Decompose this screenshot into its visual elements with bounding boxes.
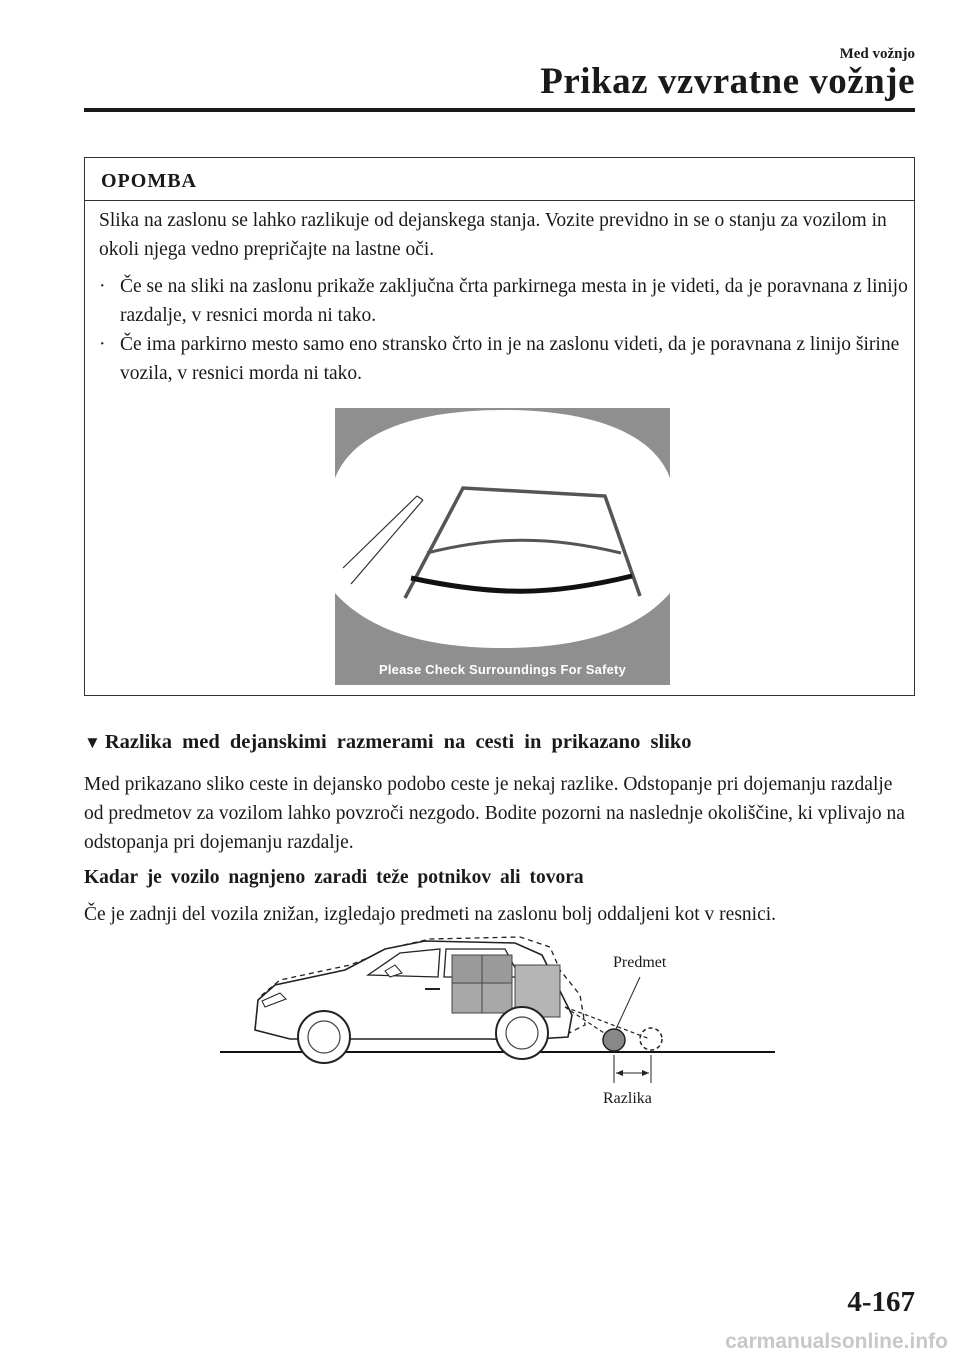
front-wheel-rim bbox=[308, 1021, 340, 1053]
note-text: Slika na zaslonu se lahko razlikuje od dejanskega stanja. Vozite previdno in se o stanju za vozilom in okoli njega vedno prepričajte na lastne oči. bbox=[99, 210, 887, 260]
header-rule bbox=[84, 108, 915, 112]
note-box bbox=[84, 157, 915, 696]
section-paragraph: Med prikazano sliko ceste in dejansko podobo ceste je nekaj razlike. Odstopanje pri dojemanju razdalje od predmetov za vozilom lahko povzroči nezgodo. Bodite pozorni na naslednje okoliščine, ki vplivajo na odstopanja pri dojemanju razdalje. bbox=[84, 774, 905, 853]
predmet-leader-line bbox=[616, 977, 640, 1029]
section-heading-text: Razlika med dejanskimi razmerami na cesti in prikazano sliko bbox=[104, 731, 692, 753]
bullet-dot: · bbox=[99, 276, 106, 297]
triangle-marker-icon: ▼ bbox=[84, 733, 101, 752]
camera-caption: Please Check Surroundings For Safety bbox=[378, 662, 627, 677]
cargo-box bbox=[482, 983, 512, 1013]
arrowhead-right bbox=[642, 1070, 649, 1076]
camera-view-area bbox=[335, 410, 670, 648]
vehicle-diagram-svg bbox=[220, 925, 780, 1110]
rear-camera-screen-illustration bbox=[335, 408, 670, 685]
predmet-label: Predmet bbox=[613, 954, 667, 971]
bullet-dot: · bbox=[99, 334, 106, 355]
object-perceived bbox=[640, 1028, 662, 1050]
rear-wheel-rim bbox=[506, 1017, 538, 1049]
section-heading bbox=[84, 731, 914, 754]
object-actual bbox=[603, 1029, 625, 1051]
note-bullet-text: Če ima parkirno mesto samo eno stransko črto in je na zaslonu videti, da je poravnana z linijo širine vozila, v resnici morda ni tako. bbox=[120, 334, 900, 384]
page-number: 4-167 bbox=[847, 1286, 915, 1318]
camera-view-svg bbox=[335, 408, 670, 685]
note-divider bbox=[85, 200, 914, 201]
note-bullet bbox=[99, 330, 909, 388]
cargo-box bbox=[482, 955, 512, 983]
camera-sight-line bbox=[565, 1007, 610, 1037]
note-title: OPOMBA bbox=[101, 170, 197, 192]
cargo-box bbox=[452, 955, 482, 983]
subheading: Kadar je vozilo nagnjeno zaradi teže potnikov ali tovora bbox=[84, 867, 584, 888]
tilted-vehicle-figure bbox=[220, 925, 780, 1110]
cargo-box bbox=[452, 983, 482, 1013]
page-title: Prikaz vzvratne vožnje bbox=[540, 61, 915, 102]
arrowhead-left bbox=[616, 1070, 623, 1076]
watermark: carmanualsonline.info bbox=[725, 1330, 948, 1353]
section-label: Med vožnjo bbox=[839, 46, 915, 62]
subparagraph: Če je zadnji del vozila znižan, izgledajo predmeti na zaslonu bolj oddaljeni kot v resnici. bbox=[84, 904, 777, 925]
razlika-label: Razlika bbox=[603, 1090, 652, 1107]
note-bullet bbox=[99, 272, 909, 330]
note-bullet-text: Če se na sliki na zaslonu prikaže zaključna črta parkirnega mesta in je videti, da je poravnana z linijo razdalje, v resnici morda ni tako. bbox=[120, 276, 908, 326]
